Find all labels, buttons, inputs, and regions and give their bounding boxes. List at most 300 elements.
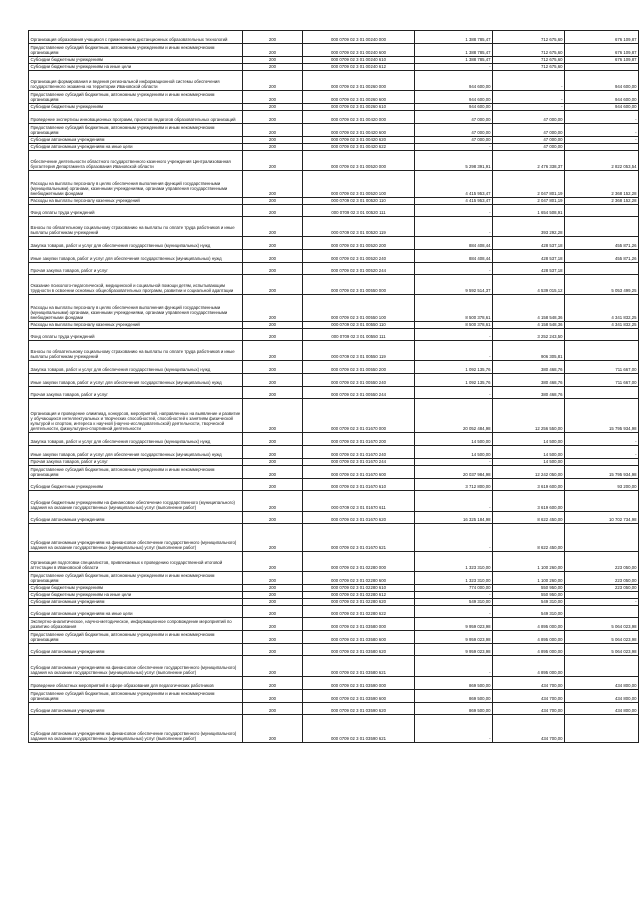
row-description: Предоставление субсидий бюджетным, автономным учреждениям и иным некоммерческим организациям	[29, 572, 243, 585]
row-description: Иные закупки товаров, работ и услуг для обеспечения государственных (муниципальных) нужд	[29, 446, 243, 459]
row-description: Оказание психолого-педагогической, медицинской и социальной помощи детям, испытывающим трудности в освоении основных общеобразовательных программ, развитии и социальной адаптации	[29, 275, 243, 295]
row-executed-amount: 393 292,28	[493, 217, 565, 237]
table-row	[29, 151, 639, 171]
row-line-code: 200	[243, 585, 303, 592]
row-approved-amount: 869 500,00	[415, 677, 493, 690]
row-classification-code: 000 0709 02 3 01 00520 119	[303, 217, 415, 237]
row-description: Субсидии автономным учреждениям на иные цели	[29, 144, 243, 151]
row-description: Фонд оплаты труда учреждений	[29, 329, 243, 341]
table-row	[29, 585, 639, 592]
table-row	[29, 387, 639, 399]
table-row	[29, 111, 639, 124]
row-unexecuted-amount	[565, 341, 639, 361]
row-description: Организация подготовки специалистов, привлекаемых к проведению государственной итоговой аттестации в Ивановской области	[29, 552, 243, 572]
row-classification-code: 000 0709 02 3 01 00520 244	[303, 263, 415, 275]
row-unexecuted-amount: 2 368 152,28	[565, 198, 639, 205]
table-row	[29, 144, 639, 151]
row-executed-amount: 3 619 600,00	[493, 479, 565, 491]
row-executed-amount: 8 622 450,00	[493, 512, 565, 524]
row-classification-code: 000 0709 02 3 01 03580 600	[303, 631, 415, 644]
row-unexecuted-amount: 15 795 934,98	[565, 466, 639, 479]
row-executed-amount: 4 539 015,12	[493, 275, 565, 295]
row-executed-amount: -	[493, 104, 565, 111]
table-row	[29, 479, 639, 491]
row-line-code: 200	[243, 341, 303, 361]
row-unexecuted-amount: 676 109,87	[565, 44, 639, 57]
row-classification-code: 000 0709 02 3 01 00550 200	[303, 361, 415, 374]
row-unexecuted-amount: -	[565, 433, 639, 446]
row-classification-code: 000 0709 02 3 01 00520 100	[303, 171, 415, 198]
row-executed-amount: 14 500,00	[493, 459, 565, 466]
row-unexecuted-amount	[565, 64, 639, 71]
row-unexecuted-amount: 455 871,26	[565, 237, 639, 250]
table-row	[29, 715, 639, 743]
row-approved-amount: 1 092 135,76	[415, 361, 493, 374]
row-executed-amount: 14 500,00	[493, 433, 565, 446]
row-approved-amount: -	[415, 491, 493, 512]
row-classification-code: 000 0709 02 3 01 01670 000	[303, 399, 415, 433]
row-classification-code: 000 0709 02 3 01 00240 000	[303, 31, 415, 44]
row-line-code: 200	[243, 703, 303, 715]
table-row	[29, 71, 639, 91]
row-approved-amount: 4 415 953,47	[415, 198, 493, 205]
table-row	[29, 137, 639, 144]
table-row	[29, 446, 639, 459]
row-approved-amount: 47 000,00	[415, 124, 493, 137]
table-row	[29, 198, 639, 205]
row-unexecuted-amount: 434 800,00	[565, 677, 639, 690]
row-executed-amount: 3 619 600,00	[493, 491, 565, 512]
row-approved-amount: 1 323 310,00	[415, 552, 493, 572]
row-line-code: 200	[243, 656, 303, 677]
row-line-code: 200	[243, 361, 303, 374]
row-unexecuted-amount	[565, 606, 639, 618]
row-classification-code: 000 0709 02 3 01 00240 612	[303, 64, 415, 71]
row-line-code: 200	[243, 644, 303, 656]
row-line-code: 200	[243, 31, 303, 44]
row-approved-amount: -	[415, 263, 493, 275]
row-classification-code: 000 0709 02 3 01 00420 620	[303, 137, 415, 144]
row-executed-amount: 4 895 000,00	[493, 644, 565, 656]
budget-table-body	[29, 31, 639, 743]
row-executed-amount: 2 476 338,37	[493, 151, 565, 171]
table-row	[29, 399, 639, 433]
row-line-code: 200	[243, 205, 303, 217]
row-classification-code: 000 0709 02 3 01 00420 000	[303, 111, 415, 124]
row-classification-code: 000 0709 02 3 01 00550 000	[303, 275, 415, 295]
row-classification-code: 000 0709 02 3 01 03590 620	[303, 703, 415, 715]
table-row	[29, 599, 639, 606]
row-description: Субсидии бюджетным учреждениям	[29, 479, 243, 491]
row-description: Субсидии автономным учреждениям на финансовое обеспечение государственного (муниципального) задания на оказание государственных (муниципальных) услуг (выполнение работ)	[29, 715, 243, 743]
row-unexecuted-amount: 676 109,87	[565, 31, 639, 44]
row-line-code: 200	[243, 275, 303, 295]
row-unexecuted-amount: 944 600,00	[565, 104, 639, 111]
row-description: Расходы на выплаты персоналу в целях обеспечения выполнения функций государственными (муниципальными) органами, казенными учреждениями, органами управления государственными внебюджетными фондами	[29, 295, 243, 322]
row-description: Закупка товаров, работ и услуг для обеспечения государственных (муниципальных) нужд	[29, 433, 243, 446]
row-unexecuted-amount	[565, 263, 639, 275]
row-description: Предоставление субсидий бюджетным, автономным учреждениям и иным некоммерческим организациям	[29, 124, 243, 137]
row-approved-amount: -	[415, 205, 493, 217]
row-unexecuted-amount: 5 064 023,98	[565, 618, 639, 631]
row-approved-amount: 5 298 391,91	[415, 151, 493, 171]
row-classification-code: 000 0709 02 3 01 00260 000	[303, 71, 415, 91]
row-unexecuted-amount: -	[565, 111, 639, 124]
row-classification-code: 000 0709 02 3 01 00520 111	[303, 205, 415, 217]
row-approved-amount: 9 959 023,98	[415, 618, 493, 631]
row-classification-code: 000 0709 02 3 01 00520 200	[303, 237, 415, 250]
row-classification-code: 000 0709 02 3 01 02280 000	[303, 552, 415, 572]
row-description: Предоставление субсидий бюджетным, автономным учреждениям и иным некоммерческим организациям	[29, 44, 243, 57]
row-unexecuted-amount: 10 702 734,98	[565, 512, 639, 524]
row-description: Прочая закупка товаров, работ и услуг	[29, 459, 243, 466]
row-executed-amount: 2 047 801,19	[493, 198, 565, 205]
row-description: Субсидии автономным учреждениям на финансовое обеспечение государственного (муниципального) задания на оказание государственных (муниципальных) услуг (выполнение работ)	[29, 524, 243, 552]
row-line-code: 200	[243, 690, 303, 703]
row-line-code: 200	[243, 459, 303, 466]
row-approved-amount: 8 500 378,61	[415, 322, 493, 329]
row-approved-amount: 884 408,44	[415, 250, 493, 263]
row-approved-amount: -	[415, 217, 493, 237]
row-unexecuted-amount: 434 800,00	[565, 703, 639, 715]
row-classification-code: 000 0709 02 3 01 00260 600	[303, 91, 415, 104]
row-classification-code: 000 0709 02 3 01 00550 119	[303, 341, 415, 361]
row-line-code: 200	[243, 399, 303, 433]
row-line-code: 200	[243, 524, 303, 552]
table-row	[29, 552, 639, 572]
row-unexecuted-amount: -	[565, 599, 639, 606]
row-approved-amount: -	[415, 387, 493, 399]
row-approved-amount: 884 408,44	[415, 237, 493, 250]
row-line-code: 200	[243, 631, 303, 644]
row-description: Субсидии бюджетным учреждениям	[29, 57, 243, 64]
row-approved-amount: 944 600,00	[415, 91, 493, 104]
row-executed-amount: 4 158 548,36	[493, 322, 565, 329]
row-executed-amount: 549 310,00	[493, 606, 565, 618]
row-executed-amount: 12 242 050,00	[493, 466, 565, 479]
row-unexecuted-amount	[565, 592, 639, 599]
row-executed-amount: 47 000,00	[493, 111, 565, 124]
row-line-code: 200	[243, 151, 303, 171]
row-line-code: 200	[243, 479, 303, 491]
row-approved-amount: 1 388 785,47	[415, 57, 493, 64]
row-executed-amount: 4 158 548,36	[493, 295, 565, 322]
row-unexecuted-amount: -	[565, 446, 639, 459]
row-executed-amount: 712 675,60	[493, 31, 565, 44]
row-approved-amount: -	[415, 606, 493, 618]
row-description: Субсидии автономным учреждениям на иные цели	[29, 606, 243, 618]
row-unexecuted-amount	[565, 217, 639, 237]
row-unexecuted-amount: 944 600,00	[565, 71, 639, 91]
row-unexecuted-amount: 711 667,00	[565, 374, 639, 387]
row-classification-code: 000 0709 02 3 01 00420 622	[303, 144, 415, 151]
table-row	[29, 374, 639, 387]
row-executed-amount: 428 537,18	[493, 263, 565, 275]
row-description: Субсидии бюджетным учреждениям на иные цели	[29, 64, 243, 71]
row-description: Взносы по обязательному социальному страхованию на выплаты по оплате труда работников и иные выплаты работникам учреждений	[29, 217, 243, 237]
row-approved-amount: 869 500,00	[415, 690, 493, 703]
row-classification-code: 000 0709 02 3 01 00240 610	[303, 57, 415, 64]
table-row	[29, 329, 639, 341]
row-unexecuted-amount	[565, 715, 639, 743]
table-row	[29, 205, 639, 217]
table-row	[29, 171, 639, 198]
row-executed-amount: 712 675,60	[493, 44, 565, 57]
row-line-code: 200	[243, 606, 303, 618]
row-classification-code: 000 0709 02 3 01 02280 620	[303, 599, 415, 606]
row-executed-amount: -	[493, 91, 565, 104]
table-row	[29, 491, 639, 512]
row-classification-code: 000 0709 02 3 01 00520 000	[303, 151, 415, 171]
row-line-code: 200	[243, 466, 303, 479]
row-description: Расходы на выплаты персоналу в целях обеспечения выполнения функций государственными (муниципальными) органами, казенными учреждениями, органами управления государственными внебюджетными фондами	[29, 171, 243, 198]
row-executed-amount: 8 622 450,00	[493, 524, 565, 552]
row-description: Организация формирования и ведения региональной информационной системы обеспечения государственного экзамена на территории Ивановской области	[29, 71, 243, 91]
row-unexecuted-amount	[565, 524, 639, 552]
row-line-code: 200	[243, 44, 303, 57]
row-classification-code: 000 0709 02 3 01 00260 610	[303, 104, 415, 111]
row-description: Субсидии автономным учреждениям на финансовое обеспечение государственного (муниципального) задания на оказание государственных (муниципальных) услуг (выполнение работ)	[29, 656, 243, 677]
table-row	[29, 690, 639, 703]
row-executed-amount: 428 537,18	[493, 250, 565, 263]
row-executed-amount: 1 100 260,00	[493, 552, 565, 572]
row-classification-code: 000 0709 02 3 01 01670 621	[303, 524, 415, 552]
row-line-code: 200	[243, 217, 303, 237]
row-description: Иные закупки товаров, работ и услуг для обеспечения государственных (муниципальных) нужд	[29, 374, 243, 387]
row-description: Субсидии автономным учреждениям	[29, 644, 243, 656]
row-approved-amount: 47 000,00	[415, 111, 493, 124]
row-description: Проведение областных мероприятий в сфере образования для педагогических работников	[29, 677, 243, 690]
row-description: Проведение экспертизы инновационных программ, проектов педагогов образовательных организаций	[29, 111, 243, 124]
table-row	[29, 592, 639, 599]
table-row	[29, 572, 639, 585]
row-executed-amount: 428 537,18	[493, 237, 565, 250]
row-classification-code: 000 0709 02 3 01 00550 110	[303, 322, 415, 329]
row-description: Организация образования учащихся с применением дистанционных образовательных технологий	[29, 31, 243, 44]
budget-table	[28, 30, 639, 743]
row-approved-amount: -	[415, 715, 493, 743]
row-line-code: 200	[243, 111, 303, 124]
row-approved-amount: 4 415 953,47	[415, 171, 493, 198]
row-line-code: 200	[243, 599, 303, 606]
row-unexecuted-amount: 223 050,00	[565, 572, 639, 585]
row-classification-code: 000 0709 02 3 01 00550 100	[303, 295, 415, 322]
table-row	[29, 64, 639, 71]
row-executed-amount: 434 700,00	[493, 715, 565, 743]
row-classification-code: 000 0709 02 3 01 00420 600	[303, 124, 415, 137]
row-executed-amount: 380 468,76	[493, 374, 565, 387]
table-row	[29, 361, 639, 374]
row-unexecuted-amount: 5 064 023,98	[565, 631, 639, 644]
row-description: Предоставление субсидий бюджетным, автономным учреждениям и иным некоммерческим организациям	[29, 690, 243, 703]
row-description: Обеспечение деятельности областного государственного казенного учреждения Централизованная бухгалтерия Департамента образования Ивановской области	[29, 151, 243, 171]
row-approved-amount: 1 323 310,00	[415, 572, 493, 585]
row-approved-amount: 8 500 378,61	[415, 295, 493, 322]
row-approved-amount: 1 388 785,47	[415, 31, 493, 44]
row-executed-amount: 14 500,00	[493, 446, 565, 459]
row-unexecuted-amount: 223 050,00	[565, 585, 639, 592]
row-classification-code: 000 0709 02 3 01 03590 621	[303, 715, 415, 743]
row-approved-amount: 9 592 514,37	[415, 275, 493, 295]
table-row	[29, 656, 639, 677]
row-executed-amount: 549 310,00	[493, 599, 565, 606]
table-row	[29, 263, 639, 275]
row-line-code: 200	[243, 552, 303, 572]
row-description: Закупка товаров, работ и услуг для обеспечения государственных (муниципальных) нужд	[29, 237, 243, 250]
row-line-code: 200	[243, 295, 303, 322]
row-unexecuted-amount: 5 053 499,25	[565, 275, 639, 295]
row-approved-amount: 549 310,00	[415, 599, 493, 606]
row-line-code: 200	[243, 329, 303, 341]
table-row	[29, 31, 639, 44]
row-unexecuted-amount: 434 800,00	[565, 690, 639, 703]
table-row	[29, 44, 639, 57]
row-classification-code: 000 0709 02 3 01 01670 200	[303, 433, 415, 446]
row-approved-amount: 1 388 785,47	[415, 44, 493, 57]
row-description: Субсидии автономным учреждениям	[29, 137, 243, 144]
row-description: Прочая закупка товаров, работ и услуг	[29, 387, 243, 399]
row-line-code: 200	[243, 198, 303, 205]
row-unexecuted-amount	[565, 205, 639, 217]
row-approved-amount: -	[415, 459, 493, 466]
row-description: Субсидии бюджетным учреждениям	[29, 104, 243, 111]
row-description: Взносы по обязательному социальному страхованию на выплаты по оплате труда работников и иные выплаты работникам учреждений	[29, 341, 243, 361]
table-row	[29, 104, 639, 111]
row-description: Организация и проведение олимпиад, конкурсов, мероприятий, направленных на выявление и развитие у обучающихся интеллектуальных и творческих способностей, способностей к занятиям физической культурой и спортом, интереса к научной (научно-исследовательской) деятельности, творческой деятельности, физкультурно-спортивной деятельности	[29, 399, 243, 433]
row-description: Субсидии автономным учреждениям	[29, 599, 243, 606]
row-description: Субсидии бюджетным учреждениям	[29, 585, 243, 592]
row-approved-amount: 20 052 484,98	[415, 399, 493, 433]
row-description: Фонд оплаты труда учреждений	[29, 205, 243, 217]
row-classification-code: 000 0709 02 3 01 02280 610	[303, 585, 415, 592]
row-unexecuted-amount: 2 822 053,54	[565, 151, 639, 171]
row-classification-code: 000 0709 02 3 01 03590 600	[303, 690, 415, 703]
table-row	[29, 459, 639, 466]
table-row	[29, 703, 639, 715]
row-approved-amount: 1 092 135,76	[415, 374, 493, 387]
row-approved-amount: -	[415, 524, 493, 552]
table-row	[29, 466, 639, 479]
table-row	[29, 512, 639, 524]
row-line-code: 200	[243, 237, 303, 250]
row-line-code: 200	[243, 250, 303, 263]
row-classification-code: 000 0709 02 3 01 01670 620	[303, 512, 415, 524]
row-approved-amount: 9 959 023,98	[415, 631, 493, 644]
row-executed-amount: 434 700,00	[493, 677, 565, 690]
table-row	[29, 433, 639, 446]
row-unexecuted-amount: 455 871,26	[565, 250, 639, 263]
row-line-code: 200	[243, 491, 303, 512]
row-unexecuted-amount: 4 341 832,25	[565, 322, 639, 329]
row-executed-amount: 4 895 000,00	[493, 618, 565, 631]
table-row	[29, 322, 639, 329]
row-approved-amount: 14 500,00	[415, 433, 493, 446]
row-approved-amount: 3 712 800,00	[415, 479, 493, 491]
row-executed-amount: 1 654 508,91	[493, 205, 565, 217]
row-executed-amount: 550 950,00	[493, 592, 565, 599]
row-unexecuted-amount: 676 109,87	[565, 57, 639, 64]
row-classification-code: 000 0709 02 3 01 02280 622	[303, 606, 415, 618]
row-unexecuted-amount: 223 050,00	[565, 552, 639, 572]
row-executed-amount: 3 252 243,50	[493, 329, 565, 341]
row-classification-code: 000 0709 02 3 01 00520 240	[303, 250, 415, 263]
row-unexecuted-amount: 4 341 832,25	[565, 295, 639, 322]
row-executed-amount: 434 700,00	[493, 703, 565, 715]
row-unexecuted-amount	[565, 459, 639, 466]
table-row	[29, 631, 639, 644]
row-description: Субсидии автономным учреждениям	[29, 703, 243, 715]
table-row	[29, 91, 639, 104]
table-row	[29, 295, 639, 322]
row-description: Закупка товаров, работ и услуг для обеспечения государственных (муниципальных) нужд	[29, 361, 243, 374]
row-classification-code: 000 0709 02 3 01 00240 600	[303, 44, 415, 57]
row-unexecuted-amount	[565, 387, 639, 399]
row-classification-code: 000 0709 02 3 01 00520 110	[303, 198, 415, 205]
row-classification-code: 000 0709 02 3 01 00550 111	[303, 329, 415, 341]
row-classification-code: 000 0709 02 3 01 01670 240	[303, 446, 415, 459]
row-unexecuted-amount	[565, 491, 639, 512]
row-classification-code: 000 0709 02 3 01 01670 611	[303, 491, 415, 512]
row-approved-amount: -	[415, 341, 493, 361]
row-unexecuted-amount: 944 600,00	[565, 91, 639, 104]
row-unexecuted-amount: 711 667,00	[565, 361, 639, 374]
row-line-code: 200	[243, 104, 303, 111]
row-unexecuted-amount: -	[565, 124, 639, 137]
row-line-code: 200	[243, 677, 303, 690]
row-approved-amount: -	[415, 329, 493, 341]
row-line-code: 200	[243, 137, 303, 144]
row-description: Субсидии автономным учреждениям	[29, 512, 243, 524]
row-executed-amount: 550 950,00	[493, 585, 565, 592]
row-line-code: 200	[243, 592, 303, 599]
row-executed-amount: 4 895 000,00	[493, 656, 565, 677]
row-classification-code: 000 0709 02 3 01 02280 612	[303, 592, 415, 599]
row-description: Субсидии бюджетным учреждениям на финансовое обеспечение государственного (муниципального) задания на оказание государственных (муниципальных) услуг (выполнение работ)	[29, 491, 243, 512]
table-row	[29, 124, 639, 137]
row-unexecuted-amount	[565, 656, 639, 677]
row-description: Расходы на выплаты персоналу казенных учреждений	[29, 198, 243, 205]
row-line-code: 200	[243, 322, 303, 329]
row-executed-amount: -	[493, 71, 565, 91]
row-approved-amount: -	[415, 64, 493, 71]
table-row	[29, 341, 639, 361]
row-description: Прочая закупка товаров, работ и услуг	[29, 263, 243, 275]
row-line-code: 200	[243, 144, 303, 151]
row-executed-amount: 1 100 260,00	[493, 572, 565, 585]
row-description: Субсидии бюджетным учреждениям на иные цели	[29, 592, 243, 599]
row-unexecuted-amount: 93 200,00	[565, 479, 639, 491]
row-executed-amount: 380 468,76	[493, 361, 565, 374]
row-unexecuted-amount: 2 368 152,28	[565, 171, 639, 198]
row-line-code: 200	[243, 374, 303, 387]
row-line-code: 200	[243, 71, 303, 91]
row-description: Иные закупки товаров, работ и услуг для обеспечения государственных (муниципальных) нужд	[29, 250, 243, 263]
row-description: Экспертно-аналитическое, научно-методическое, информационное сопровождение мероприятий по развитию образования	[29, 618, 243, 631]
table-row	[29, 618, 639, 631]
row-line-code: 200	[243, 91, 303, 104]
row-approved-amount: 944 600,00	[415, 71, 493, 91]
table-row	[29, 57, 639, 64]
row-executed-amount: 380 468,76	[493, 387, 565, 399]
row-executed-amount: 12 256 550,00	[493, 399, 565, 433]
row-approved-amount: 9 959 023,98	[415, 644, 493, 656]
row-approved-amount: -	[415, 656, 493, 677]
row-classification-code: 000 0709 02 3 01 03590 000	[303, 677, 415, 690]
row-executed-amount: 434 700,00	[493, 690, 565, 703]
table-row	[29, 606, 639, 618]
row-line-code: 200	[243, 64, 303, 71]
row-description: Предоставление субсидий бюджетным, автономным учреждениям и иным некоммерческим организациям	[29, 91, 243, 104]
